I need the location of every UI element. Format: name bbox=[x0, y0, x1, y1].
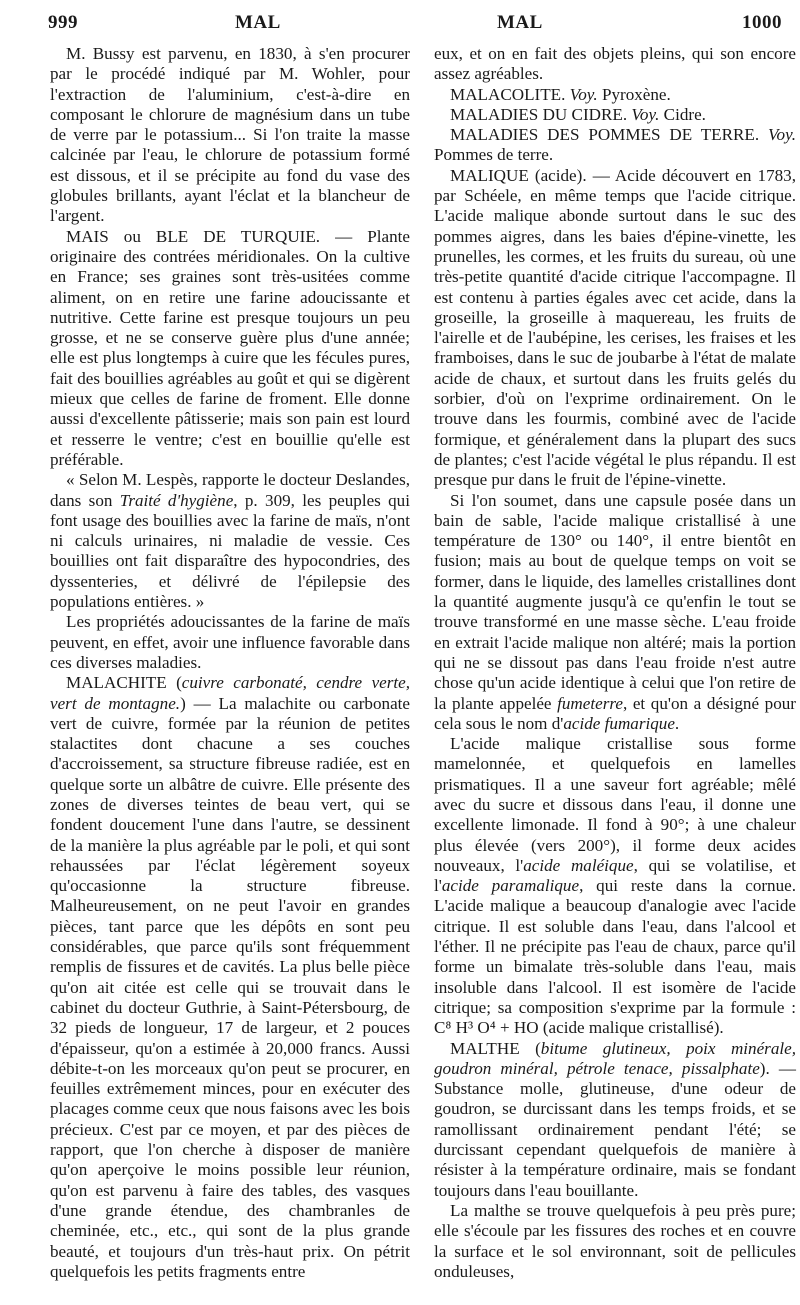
headword-maladies-pommes: MALADIES DES POMMES DE TERRE. bbox=[450, 125, 760, 145]
term-acide-paramalique: acide paramalique bbox=[441, 876, 580, 896]
headword-malique: MALIQUE bbox=[450, 165, 529, 185]
cross-reference[interactable]: Pommes de terre. bbox=[434, 145, 554, 165]
crystal-text-c: , qui reste dans la cornue. L'acide malique a beaucoup d'analogie avec l'acide citrique. Il est soluble dans l'eau, dans l'alcool et l'éther. Il ne précipite pas l'eau de chaux, parce qu'il forme un bimalate très-soluble dans l'eau, mais insoluble dans l'alcool. Il est isomère de l'acide citrique; sa composition s'exprime par la formule : C⁸ H³ O⁴ + HO (acide malique cristallisé). bbox=[434, 876, 797, 1038]
quote-text-b: , p. 309, les peuples qui font usage des bouillies avec la farine de maïs, n'ont ni calculs urinaires, ni maladie de vessie. Ces bouillies ont fait disparaître des hypocondries, des dyssenteries, et délivré de l'épilepsie des populations entières. » bbox=[50, 490, 410, 612]
left-column bbox=[50, 44, 410, 1282]
malachite-synonyms: cuivre carbonaté, cendre verte, vert de montagne. bbox=[50, 673, 411, 713]
paragraph-malthe-occurrence: La malthe se trouve quelquefois à peu près pure; elle s'écoule par les fissures des roches et en couvre la surface et le sol environnant, soit de pellicules onduleuses, bbox=[434, 1200, 796, 1281]
page-number-right: 1000 bbox=[742, 12, 782, 33]
paragraph-magnesium: M. Bussy est parvenu, en 1830, à s'en procurer par le procédé indiqué par M. Wohler, pour l'extraction de l'aluminium, c'est-à-dire en composant le chlorure de magnésium dans un tube de verre par le potassium... Si l'on traite la masse calcinée par l'eau, le chlorure de potassium formé est dissous, et il se précipite au fond du vase des globules brillants, ayant l'éclat et la blancheur de l'argent. bbox=[50, 44, 410, 226]
right-column bbox=[434, 44, 796, 1282]
entry-malachite bbox=[50, 673, 410, 1282]
header-word-right: MAL bbox=[497, 12, 543, 33]
entry-maladies-cidre bbox=[434, 105, 796, 125]
headword-malacolite: MALACOLITE. bbox=[450, 84, 566, 104]
header-word-left: MAL bbox=[235, 12, 281, 33]
voy-label: Voy. bbox=[565, 84, 598, 104]
term-fumeterre: fumeterre bbox=[557, 693, 623, 713]
headword-maladies-cidre: MALADIES DU CIDRE. bbox=[450, 104, 628, 124]
paragraph-crystallisation bbox=[434, 734, 796, 1038]
entry-mais bbox=[50, 227, 410, 471]
cross-reference[interactable]: Cidre. bbox=[659, 104, 706, 124]
entry-malacolite bbox=[434, 85, 796, 105]
crystal-text-b: , qui se volatilise, et l' bbox=[434, 855, 796, 896]
cross-reference[interactable]: Pyroxène. bbox=[597, 84, 671, 104]
entry-maladies-pommes bbox=[434, 125, 796, 166]
running-header bbox=[0, 8, 800, 38]
fusion-text-a: Si l'on soumet, dans une capsule posée dans un bain de sable, l'acide malique cristallisé à une température de 130° ou 140°, il entre bientôt en fusion; mais au bout de quelque temps on voit se former, dans le liquide, des lamelles cristallines dont la quantité augmente jusqu'à ce qu'enfin le tout se trouve transformé en une masse sèche. L'eau froide en extrait l'acide malique non altéré; mais la portion qui ne se dissout pas dans l'eau froide n'est autre chose qu'un acide identique à celui que l'on retire de la plante appelée bbox=[434, 490, 796, 713]
voy-label: Voy. bbox=[627, 104, 660, 124]
entry-mais-text: — Plante originaire des contrées méridionales. On la cultive en France; ses graines sont très-usitées comme aliment, on en retire une farine adoucissante et nutritive. Cette farine est presque toujours un peu grosse, et ne se conserve guère plus d'une année; elle est plus longtemps à cuire que les fécules pures, fait des bouillies agréables au goût et qui se digèrent mieux que celles de farine de froment. Elle donne aussi d'excellente pâtisserie; mais son pain est lourd et resserre le ventre; c'est en bouillie qu'elle est préférable. bbox=[50, 226, 410, 469]
headword-mais: MAIS ou BLE DE TURQUIE. bbox=[66, 226, 321, 246]
headword-malthe: MALTHE bbox=[450, 1038, 520, 1058]
entry-malthe bbox=[434, 1039, 796, 1201]
entry-malthe-text: ). — Substance molle, glutineuse, d'une odeur de goudron, se durcissant dans les temps froids, et se ramollissant ordinairement pendant l'été; se durcissant cependant quelquefois de manière à résister à la température ordinaire, mais se fondant toujours dans l'eau bouillante. bbox=[434, 1058, 796, 1200]
quote-text-a: « Selon M. Lespès, rapporte le docteur Deslandes, dans son bbox=[50, 470, 410, 510]
fusion-text-c: . bbox=[674, 713, 680, 733]
paragraph-continuation: eux, et on en fait des objets pleins, qui son encore assez agréables. bbox=[434, 44, 796, 84]
term-acide-fumarique: acide fumarique bbox=[563, 713, 675, 733]
entry-malique-text: (acide). — Acide découvert en 1783, par Schéele, en même temps que l'acide citrique. L'acide malique abonde surtout dans le suc des pommes aigres, dans les baies d'épine-vinette, les prunelles, les cormes, et les fruits du sureau, où une très-petite quantité d'acide citrique l'accompagne. Il est contenu à parties égales avec cet acide, dans la groseille, la groseille à maquereau, les fruits de l'airelle et de l'aubépine, les cerises, les fraises et les framboises, dans le suc de joubarbe à l'état de malate acide de chaux, et surtout dans les fruits gelés du sorbier, d'où on l'exprime ordinairement. On le trouve dans les fourmis, combiné avec de l'acide formique, et généralement dans la plupart des sucs de plantes; c'est l'acide végétal le plus répandu. Il est presque pur dans le fruit de l'épine-vinette. bbox=[434, 165, 796, 490]
page-number-left: 999 bbox=[48, 12, 78, 33]
paren-open: ( bbox=[519, 1038, 541, 1058]
entry-malachite-text: ) — La malachite ou carbonate vert de cuivre, formée par la réunion de petites stalactites dont chacune a ses couches d'accroissement, sa structure fibreuse radiée, est en quelque sorte un albâtre de cuivre. Elle présente des zones de diverses teintes de beau vert, qui se fondent doucement l'une dans l'autre, se dessinent de la manière la plus agréable par le poli, et qui sont rehaussées par l'éclat légèrement soyeux qu'occasionne la structure fibreuse. Malheureusement, on ne peut l'avoir en grandes pièces, tant parce que les dépôts en sont peu considérables, que parce qu'ils sont fréquemment remplis de fissures et de cavités. La plus belle pièce qu'on ait citée est celle qui se trouvait dans le cabinet du docteur Guthrie, à Saint-Pétersbourg, de 32 pieds de longueur, 17 de largeur, et 2 pouces d'épaisseur, qu'on a estimée à 20,000 francs. Aussi débite-t-on les morceaux qu'on peut se procurer, en feuilles extrêmement minces, pour en exécuter des placages comme ceux que nous faisons avec les bois précieux. C'est par ce moyen, et par des pièces de rapport, que l'on cherche à disposer de manière qu'on aperçoive le moins possible leur réunion, qu'on est parvenu à faire des tables, des vasques d'une grande étendue, des chambranles de cheminée, etc., etc., qui sont de la plus grande beauté, et toujours d'un très-haut prix. On pétrit quelquefois les petits fragments entre bbox=[50, 693, 410, 1281]
term-acide-maleique: acide maléique bbox=[523, 855, 634, 875]
paragraph-lespes-quote bbox=[50, 470, 410, 612]
book-title: Traité d'hygiène bbox=[119, 490, 234, 510]
voy-label: Voy. bbox=[759, 125, 796, 145]
crystal-text-a: L'acide malique cristallise sous forme mamelonnée, et quelquefois en lamelles prismatiques. Il a une saveur fort agréable; mêlé avec du sucre et dissous dans l'eau, il donne une excellente limonade. Il fond à 90°; à une chaleur plus élevée (vers 200°), il forme deux acides nouveaux, l' bbox=[434, 734, 796, 875]
entry-malique bbox=[434, 166, 796, 491]
paragraph-fusion bbox=[434, 491, 796, 735]
fusion-text-b: , et qu'on a désigné pour cela sous le nom d' bbox=[434, 693, 796, 733]
paragraph-mais-properties: Les propriétés adoucissantes de la farine de maïs peuvent, en effet, avoir une influence favorable dans ces diverses maladies. bbox=[50, 612, 410, 672]
paren-open: ( bbox=[166, 673, 182, 693]
malthe-synonyms: bitume glutineux, poix minérale, goudron minéral, pétrole tenace, pissalphate bbox=[434, 1038, 796, 1078]
headword-malachite: MALACHITE bbox=[66, 673, 167, 693]
